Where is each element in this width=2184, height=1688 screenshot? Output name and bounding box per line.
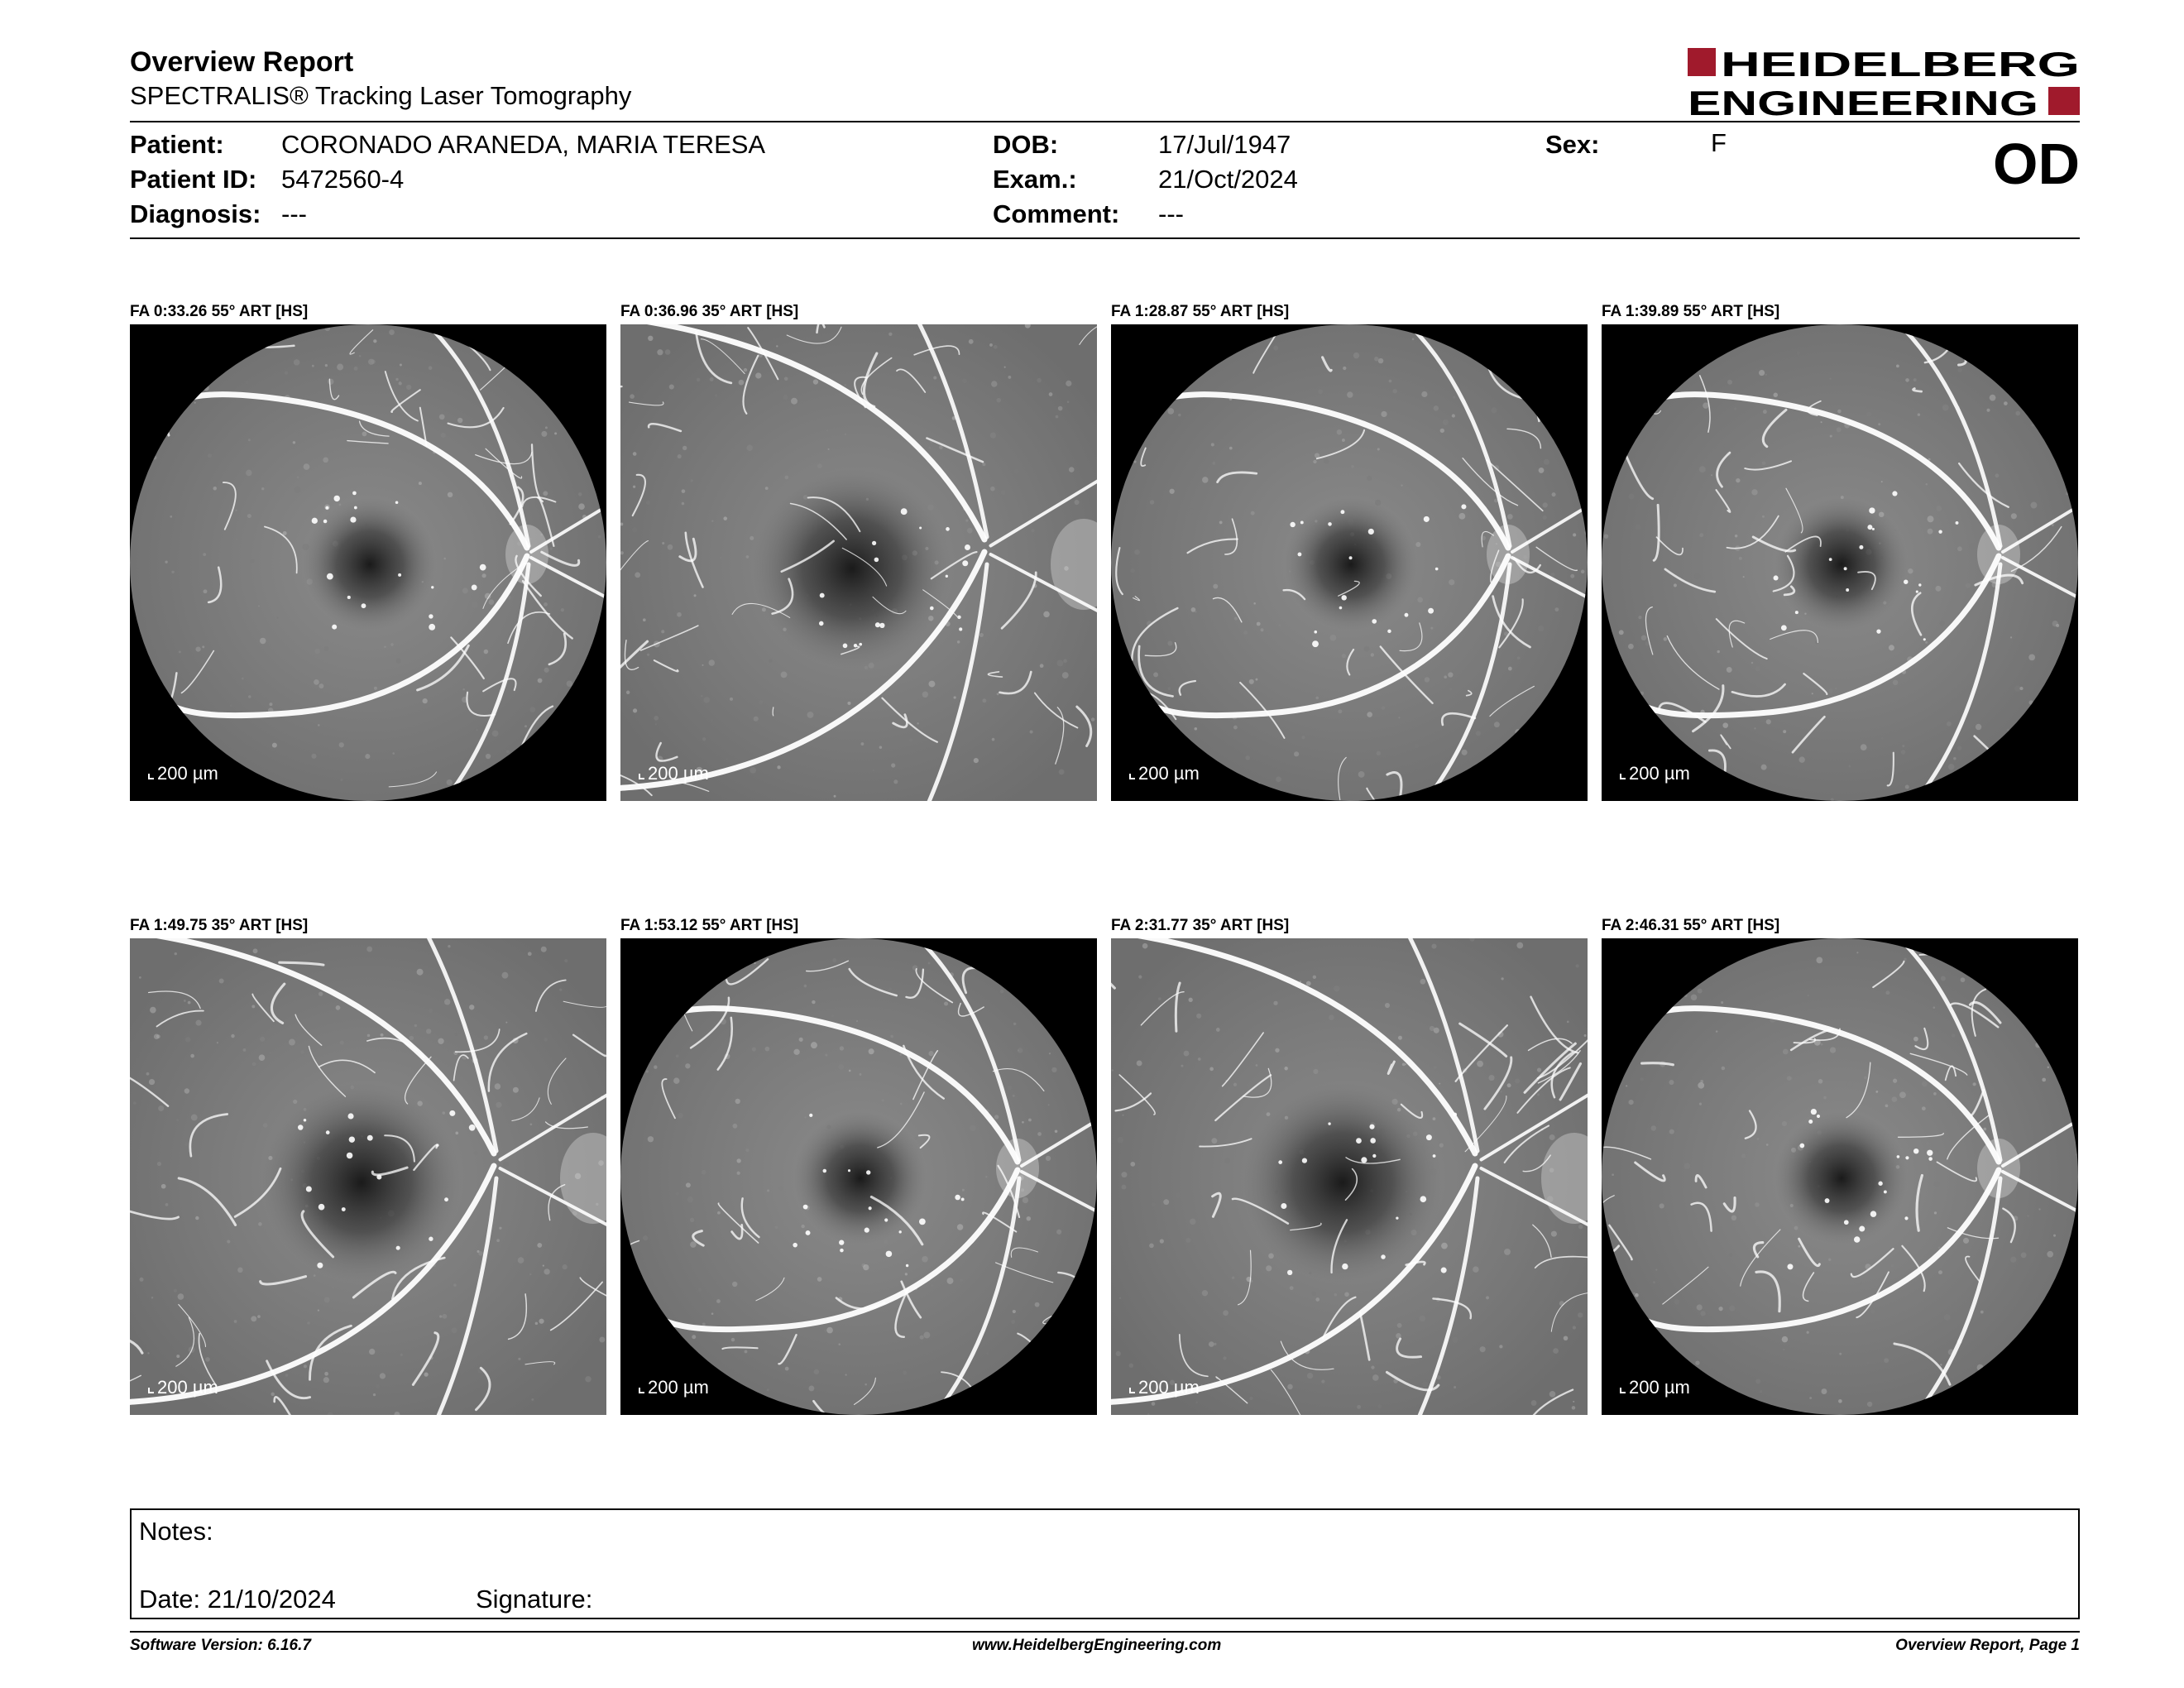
fundus-image[interactable]: [620, 324, 1097, 801]
sex-value: F: [1711, 128, 1727, 157]
sex-label: Sex:: [1545, 130, 1600, 159]
patient-id-value: 5472560-4: [281, 165, 405, 194]
scale-bar-icon: [639, 1388, 644, 1393]
fundus-image[interactable]: [130, 938, 606, 1415]
scale-bar: [1129, 763, 1200, 784]
eye-laterality: OD: [1993, 132, 2080, 196]
scale-bar-icon: [148, 774, 154, 779]
scale-label: 200 µm: [1138, 1377, 1200, 1398]
report-subtitle: SPECTRALIS® Tracking Laser Tomography: [130, 81, 632, 110]
diagnosis-value: ---: [281, 199, 307, 228]
report-title: Overview Report: [130, 46, 354, 78]
scale-bar-icon: [1129, 1388, 1135, 1393]
scale-bar-icon: [639, 774, 644, 779]
scale-bar: [1620, 1377, 1690, 1398]
scale-label: 200 µm: [1138, 763, 1200, 784]
image-caption: FA 1:49.75 35° ART [HS]: [130, 917, 309, 934]
scale-bar: [639, 1377, 709, 1398]
date-label: Date: 21/10/2024: [139, 1585, 336, 1614]
scale-label: 200 µm: [648, 763, 709, 784]
exam-value: 21/Oct/2024: [1158, 165, 1298, 194]
scale-label: 200 µm: [157, 1377, 218, 1398]
scale-bar: [1129, 1377, 1200, 1398]
exam-label: Exam.:: [993, 165, 1077, 194]
image-caption: FA 1:28.87 55° ART [HS]: [1111, 303, 1290, 320]
image-caption: FA 0:33.26 55° ART [HS]: [130, 303, 309, 320]
scale-bar: [639, 763, 709, 784]
fundus-image[interactable]: [1602, 938, 2078, 1415]
patient-divider: [130, 237, 2080, 239]
scale-label: 200 µm: [1629, 763, 1690, 784]
patient-label: Patient:: [130, 130, 224, 159]
footer-divider: [130, 1631, 2080, 1633]
scale-label: 200 µm: [1629, 1377, 1690, 1398]
scale-label: 200 µm: [648, 1377, 709, 1398]
scale-bar-icon: [1620, 1388, 1626, 1393]
dob-label: DOB:: [993, 130, 1059, 159]
scale-bar-icon: [1129, 774, 1135, 779]
fundus-image[interactable]: [1111, 938, 1588, 1415]
fundus-image[interactable]: [1602, 324, 2078, 801]
scale-bar-icon: [1620, 774, 1626, 779]
scale-bar: [148, 1377, 218, 1398]
diagnosis-label: Diagnosis:: [130, 199, 261, 228]
logo-line1: HEIDELBERG: [1721, 46, 2080, 84]
fundus-image[interactable]: [620, 938, 1097, 1415]
fundus-image[interactable]: [1111, 324, 1588, 801]
scale-bar: [148, 763, 218, 784]
image-caption: FA 2:46.31 55° ART [HS]: [1602, 917, 1780, 934]
scale-label: 200 µm: [157, 763, 218, 784]
patient-name: CORONADO ARANEDA, MARIA TERESA: [281, 130, 766, 159]
heidelberg-logo: [1688, 46, 2080, 118]
website-link[interactable]: www.HeidelbergEngineering.com: [972, 1637, 1222, 1654]
image-caption: FA 1:53.12 55° ART [HS]: [620, 917, 799, 934]
software-version: Software Version: 6.16.7: [130, 1637, 311, 1654]
image-caption: FA 1:39.89 55° ART [HS]: [1602, 303, 1780, 320]
image-caption: FA 2:31.77 35° ART [HS]: [1111, 917, 1290, 934]
comment-value: ---: [1158, 199, 1184, 228]
scale-bar: [1620, 763, 1690, 784]
notes-box[interactable]: [130, 1508, 2080, 1619]
signature-label: Signature:: [476, 1585, 593, 1614]
dob-value: 17/Jul/1947: [1158, 130, 1291, 159]
scale-bar-icon: [148, 1388, 154, 1393]
comment-label: Comment:: [993, 199, 1120, 228]
image-caption: FA 0:36.96 35° ART [HS]: [620, 303, 799, 320]
fundus-image[interactable]: [130, 324, 606, 801]
logo-line2: ENGINEERING: [1688, 84, 2038, 118]
patient-id-label: Patient ID:: [130, 165, 257, 194]
page-number: Overview Report, Page 1: [1895, 1637, 2080, 1654]
notes-label: Notes:: [139, 1517, 213, 1546]
header-divider: [130, 121, 2080, 122]
